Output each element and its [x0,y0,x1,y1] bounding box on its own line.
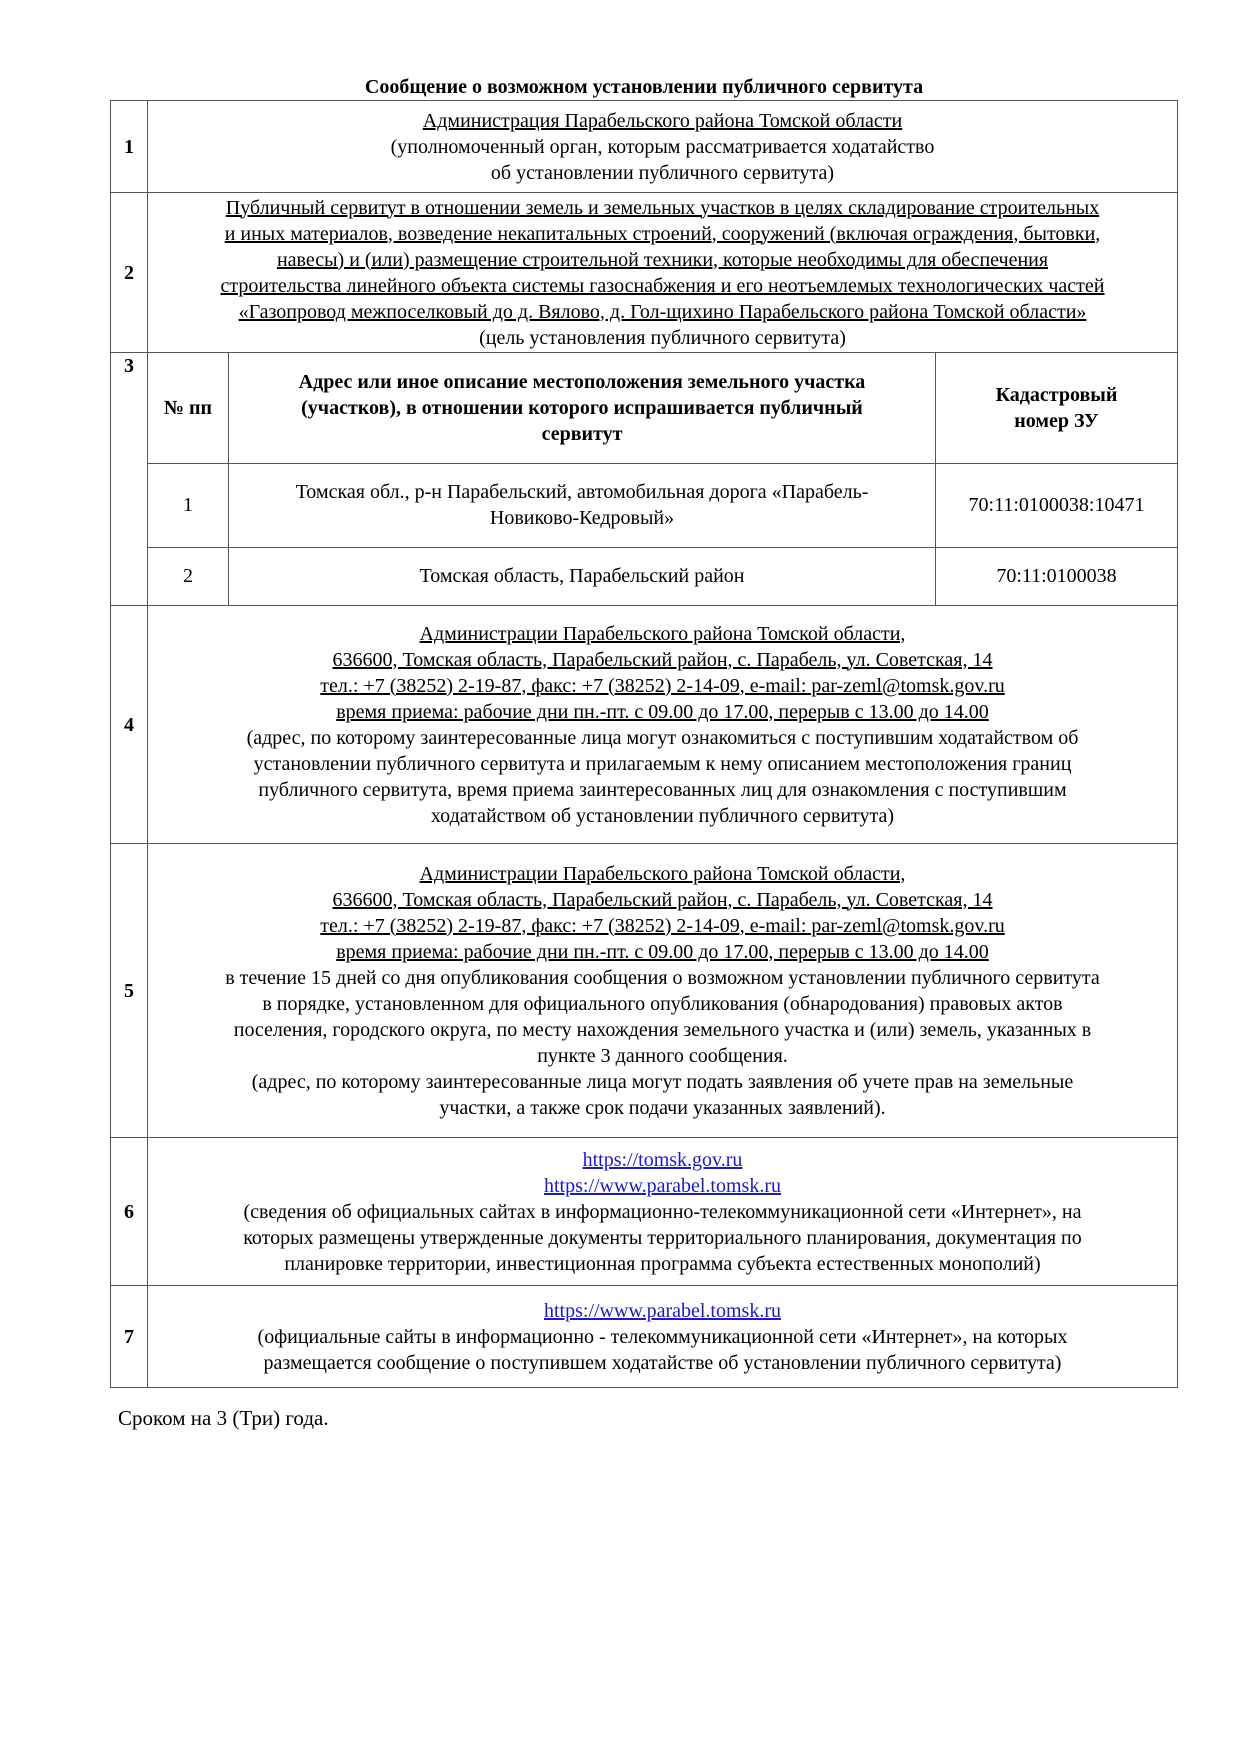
plot-address: Томская обл., р-н Парабельский, автомобильная дорога «Парабель- Новиково-Кедровый» [229,463,936,547]
plot-cadastral: 70:11:0100038 [936,547,1178,605]
authority-name: Администрация Парабельского района Томской области [422,109,903,132]
table-row-6 [111,1138,1178,1286]
header-number: № пп [148,353,229,463]
term-note: Сроком на 3 (Три) года. [118,1406,329,1430]
official-sites-cell: https://tomsk.gov.ru https://www.parabel.tomsk.ru (сведения об официальных сайтах в информационно-телекоммуникационной сети «Интернет», на которых размещены утвержденные документы территориального планирования, документация по планировке территории, инвестиционная программа субъекта естественных монополий) [148,1138,1178,1286]
purpose-note: (цель установления публичного сервитута) [479,326,846,349]
plot-address: Томская область, Парабельский район [229,547,936,605]
table-row-3 [111,353,1178,606]
row-number: 4 [111,606,148,844]
tomsk-gov-link[interactable]: https://tomsk.gov.ru [582,1148,743,1171]
application-address-cell: Администрации Парабельского района Томской области, 636600, Томская область, Парабельский район, с. Парабель, ул. Советская, 14 тел.: +7 (38252) 2-19-87, факс: +7 (38252) 2-14-09, e-mail: par-zeml@tomsk.gov.ru время приема: рабочие дни пн.-пт. с 09.00 до 17.00, перерыв с 13.00 до 14.00 в течение 15 дней со дня опубликования сообщения о возможном установлении публичного сервитута в порядке, установленном для официального опубликования (обнародования) правовых актов поселения, городского округа, по месту нахождения земельного участка и (или) земель, указанных в пункте 3 данного сообщения. (адрес, по которому заинтересованные лица могут подать заявления об учете прав на земельные участки, а также срок подачи указанных заявлений). [148,844,1178,1138]
plot-number: 2 [148,547,229,605]
parabel-site-link[interactable]: https://www.parabel.tomsk.ru [543,1174,781,1197]
review-address-cell: Администрации Парабельского района Томской области, 636600, Томская область, Парабельский район, с. Парабель, ул. Советская, 14 тел.: +7 (38252) 2-19-87, факс: +7 (38252) 2-14-09, e-mail: par-zeml@tomsk.gov.ru время приема: рабочие дни пн.-пт. с 09.00 до 17.00, перерыв с 13.00 до 14.00 (адрес, по которому заинтересованные лица могут ознакомиться с поступившим ходатайством об установлении публичного сервитута и прилагаемым к нему описанием местоположения границ публичного сервитута, время приема заинтересованных лиц для ознакомления с поступившим ходатайством об установлении публичного сервитута) [148,606,1178,844]
table-row-4 [111,606,1178,844]
header-cadastral: Кадастровый номер ЗУ [936,353,1178,463]
land-plots-header-row [148,353,1177,463]
row-number: 3 [111,353,148,606]
table-row-7 [111,1286,1178,1388]
purpose-line: строительства линейного объекта системы газоснабжения и его неотъемлемых технологических частей [220,274,1105,297]
land-plots-cell [148,353,1178,606]
purpose-line: «Газопровод межпоселковый до д. Вялово, д. Гол-щихино Парабельского района Томской области» [238,300,1087,323]
table-row-5 [111,844,1178,1138]
row-number: 5 [111,844,148,1138]
row-number: 1 [111,101,148,193]
table-row [148,547,1177,605]
authority-note-line: (уполномоченный орган, которым рассматривается ходатайство [390,135,935,158]
plot-cadastral: 70:11:0100038:10471 [936,463,1178,547]
document-title: Сообщение о возможном установлении публичного сервитута [364,76,924,98]
servitude-table [110,100,1178,1388]
authority-note-line: об установлении публичного сервитута) [490,161,835,184]
row-number: 2 [111,193,148,353]
purpose-line: навесы) и (или) размещение строительной техники, которые необходимы для обеспечения [276,248,1049,271]
table-row-1 [111,101,1178,193]
plot-number: 1 [148,463,229,547]
table-row [148,463,1177,547]
row-number: 6 [111,1138,148,1286]
parabel-site-link[interactable]: https://www.parabel.tomsk.ru [543,1299,781,1322]
row-number: 7 [111,1286,148,1388]
header-address: Адрес или иное описание местоположения земельного участка (участков), в отношении которого испрашивается публичный сервитут [229,353,936,463]
table-row-2 [111,193,1178,353]
authority-cell [148,101,1178,193]
purpose-line: и иных материалов, возведение некапитальных строений, сооружений (включая ограждения, бытовки, [224,222,1101,245]
purpose-line: Публичный сервитут в отношении земель и земельных участков в целях складирование строительных [225,196,1100,219]
purpose-cell [148,193,1178,353]
land-plots-table [148,353,1177,605]
publication-sites-cell: https://www.parabel.tomsk.ru (официальные сайты в информационно - телекоммуникационной сети «Интернет», на которых размещается сообщение о поступившем ходатайстве об установлении публичного сервитута) [148,1286,1178,1388]
